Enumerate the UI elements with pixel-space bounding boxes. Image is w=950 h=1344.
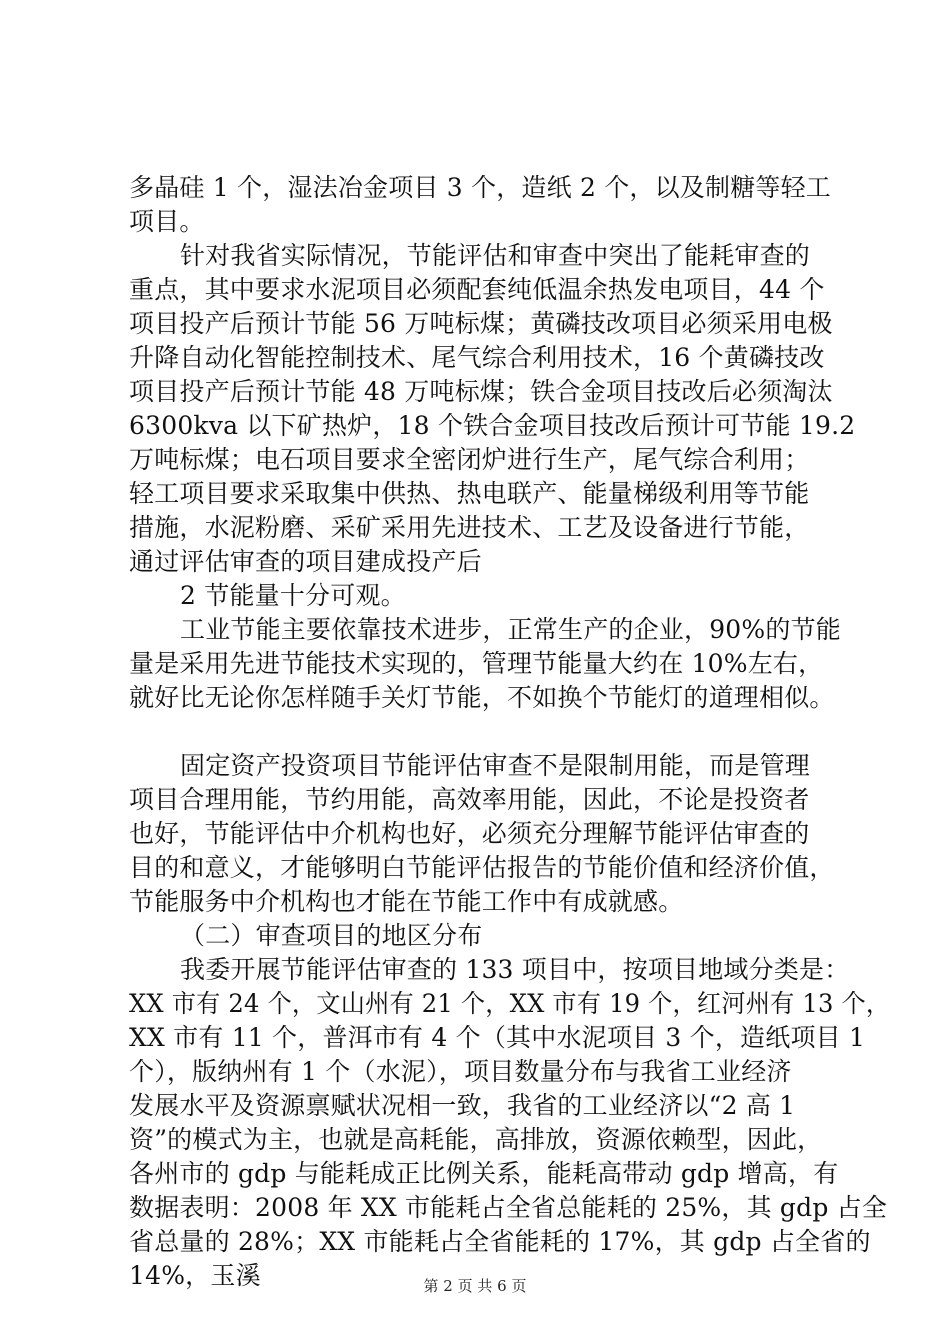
text-line: 也好，节能评估中介机构也好，必须充分理解节能评估审查的: [129, 819, 810, 848]
text-line: 发展水平及资源禀赋状况相一致，我省的工业经济以“2 高 1: [129, 1091, 796, 1120]
page-number-footer: 第 2 页 共 6 页: [423, 1277, 527, 1295]
text-line: 各州市的 gdp 与能耗成正比例关系，能耗高带动 gdp 增高，有: [129, 1159, 839, 1188]
text-line: XX 市有 11 个，普洱市有 4 个（其中水泥项目 3 个，造纸项目 1: [129, 1023, 866, 1052]
text-line: 轻工项目要求采取集中供热、热电联产、能量梯级利用等节能: [129, 479, 810, 508]
paragraph-start-line: 2 节能量十分可观。: [180, 581, 406, 610]
text-line: 数据表明：2008 年 XX 市能耗占全省总能耗的 25%，其 gdp 占全: [129, 1193, 888, 1222]
text-line: 项目投产后预计节能 56 万吨标煤；黄磷技改项目必须采用电极: [129, 309, 833, 338]
text-line: 节能服务中介机构也才能在节能工作中有成就感。: [129, 887, 684, 916]
text-line: 14%，玉溪: [129, 1261, 261, 1290]
text-line: 重点，其中要求水泥项目必须配套纯低温余热发电项目，44 个: [129, 275, 825, 304]
paragraph-start-line: 固定资产投资项目节能评估审查不是限制用能，而是管理: [180, 751, 811, 780]
text-line: 项目投产后预计节能 48 万吨标煤；铁合金项目技改后必须淘汰: [129, 377, 833, 406]
text-line: 多晶硅 1 个，湿法冶金项目 3 个，造纸 2 个，以及制糖等轻工: [129, 173, 831, 202]
text-line: 就好比无论你怎样随手关灯节能，不如换个节能灯的道理相似。: [129, 683, 835, 712]
text-line: 6300kva 以下矿热炉，18 个铁合金项目技改后预计可节能 19.2: [129, 411, 856, 440]
paragraph-start-line: 针对我省实际情况，节能评估和审查中突出了能耗审查的: [180, 241, 811, 270]
text-line: 万吨标煤；电石项目要求全密闭炉进行生产，尾气综合利用；: [129, 445, 810, 474]
text-line: 个），版纳州有 1 个（水泥），项目数量分布与我省工业经济: [129, 1057, 792, 1086]
text-line: 通过评估审查的项目建成投产后: [129, 547, 482, 576]
text-line: 目的和意义，才能够明白节能评估报告的节能价值和经济价值，: [129, 853, 835, 882]
text-line: XX 市有 24 个，文山州有 21 个，XX 市有 19 个，红河州有 13 个，: [129, 989, 891, 1018]
paragraph-start-line: 工业节能主要依靠技术进步，正常生产的企业，90%的节能: [180, 615, 841, 644]
text-line: 项目。: [129, 207, 205, 236]
section-heading: （二）审查项目的地区分布: [180, 921, 483, 950]
text-line: 量是采用先进节能技术实现的，管理节能量大约在 10%左右，: [129, 649, 824, 678]
text-line: 升降自动化智能控制技术、尾气综合利用技术，16 个黄磷技改: [129, 343, 825, 372]
text-line: 资”的模式为主，也就是高耗能，高排放，资源依赖型，因此，: [129, 1125, 823, 1154]
paragraph-start-line: 我委开展节能评估审查的 133 项目中，按项目地域分类是：: [180, 955, 850, 984]
text-line: 省总量的 28%；XX 市能耗占全省能耗的 17%，其 gdp 占全省的: [129, 1227, 871, 1256]
text-line: 项目合理用能，节约用能，高效率用能，因此，不论是投资者: [129, 785, 810, 814]
text-line: 措施，水泥粉磨、采矿采用先进技术、工艺及设备进行节能，: [129, 513, 810, 542]
